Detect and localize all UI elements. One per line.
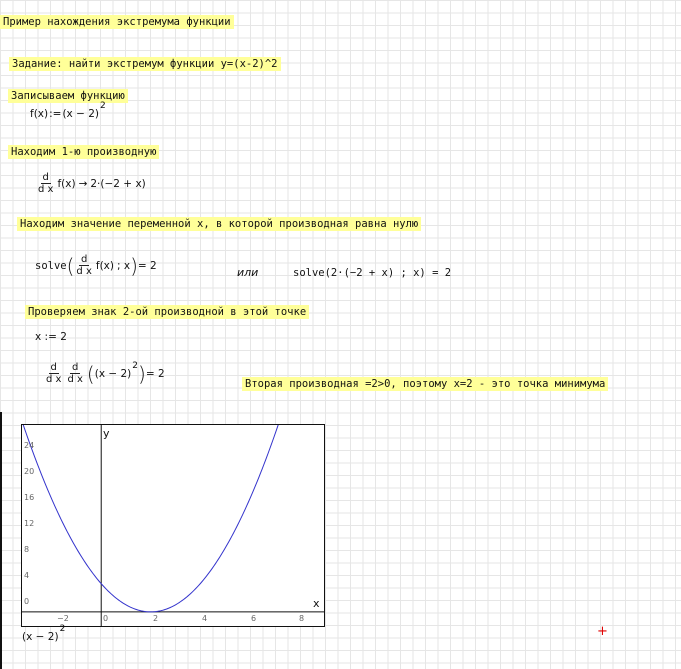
x-assignment[interactable]: x := 2: [35, 331, 67, 343]
step2-heading: Находим 1-ю производную: [8, 145, 159, 159]
symbolic-arrow: →: [78, 177, 88, 190]
function-lhs: f(x): [30, 108, 49, 120]
function-power: 2: [100, 101, 106, 111]
x-tick-label: 8: [299, 614, 305, 623]
x-tick-label: 2: [153, 614, 159, 623]
y-tick-label: 4: [24, 571, 30, 580]
derivative-result: 2·(−2 + x): [90, 177, 146, 190]
derivative-operator-2: $\frac{d}{\text{d x}}$: [76, 254, 92, 277]
page-title: Пример нахождения экстремума функции: [0, 15, 234, 29]
x-tick-label: 6: [251, 614, 257, 623]
plot-formula-base: (x − 2): [22, 631, 59, 643]
task-statement: Задание: найти экстремум функции y=(x-2)^2: [9, 57, 281, 71]
paren-close-2: ): [138, 361, 146, 386]
solve-derivative[interactable]: [35, 254, 157, 277]
y-tick-label: 8: [24, 545, 30, 554]
derivative-operator: $\frac{d}{\text{d x}}$: [38, 172, 54, 195]
step4-heading: Проверяем знак 2-ой производной в этой точке: [25, 305, 309, 319]
x-tick-label: 0: [103, 614, 109, 623]
y-tick-label: 24: [24, 441, 35, 450]
assign-operator: :=: [49, 108, 62, 120]
conclusion-text: Вторая производная =2>0, поэтому x=2 - это точка минимума: [242, 377, 608, 391]
second-deriv-expr: (x − 2): [94, 367, 132, 380]
derivative-operator-3: $\frac{d}{\text{d x}}$: [46, 362, 62, 385]
derivative-operator-4: $\frac{d}{\text{d x}}$: [67, 362, 83, 385]
y-tick-label: 12: [24, 519, 35, 528]
plot-svg: [22, 425, 324, 626]
plot-region[interactable]: [21, 424, 325, 627]
plot-formula[interactable]: [22, 624, 66, 643]
x-tick-label: 4: [202, 614, 208, 623]
derivative-arg: f(x): [57, 177, 76, 190]
second-derivative[interactable]: [44, 362, 165, 385]
plot-formula-power: 2: [59, 624, 66, 634]
x-tick-label: −2: [57, 614, 69, 623]
x-axis-label: x: [313, 597, 320, 610]
solve-arg: f(x): [95, 259, 114, 272]
function-curve: [22, 425, 324, 612]
step3-heading: Находим значение переменной x, в которой производная равна нулю: [17, 217, 421, 231]
solve-var: ; x: [116, 259, 131, 272]
y-tick-label: 0: [24, 597, 30, 606]
step1-heading: Записываем функцию: [8, 89, 128, 103]
paren-open-2: (: [86, 361, 95, 386]
paren-open: (: [66, 253, 75, 278]
solve-expanded[interactable]: solve(2·(−2 + x) ; x) = 2: [293, 267, 452, 279]
solve-keyword: solve: [35, 259, 67, 272]
solve-result: = 2: [137, 259, 157, 272]
y-axis-label: y: [103, 427, 110, 440]
crosshair-cursor-icon: +: [597, 624, 608, 639]
first-derivative[interactable]: [36, 172, 146, 195]
paren-close: ): [130, 253, 138, 278]
function-definition[interactable]: [30, 101, 106, 120]
or-text: или: [237, 266, 259, 279]
y-tick-label: 16: [24, 493, 35, 502]
function-rhs: (x − 2): [62, 108, 100, 120]
region-bar: [0, 412, 2, 669]
second-deriv-result: = 2: [145, 367, 165, 380]
y-tick-label: 20: [24, 467, 35, 476]
second-deriv-power: 2: [132, 360, 139, 371]
